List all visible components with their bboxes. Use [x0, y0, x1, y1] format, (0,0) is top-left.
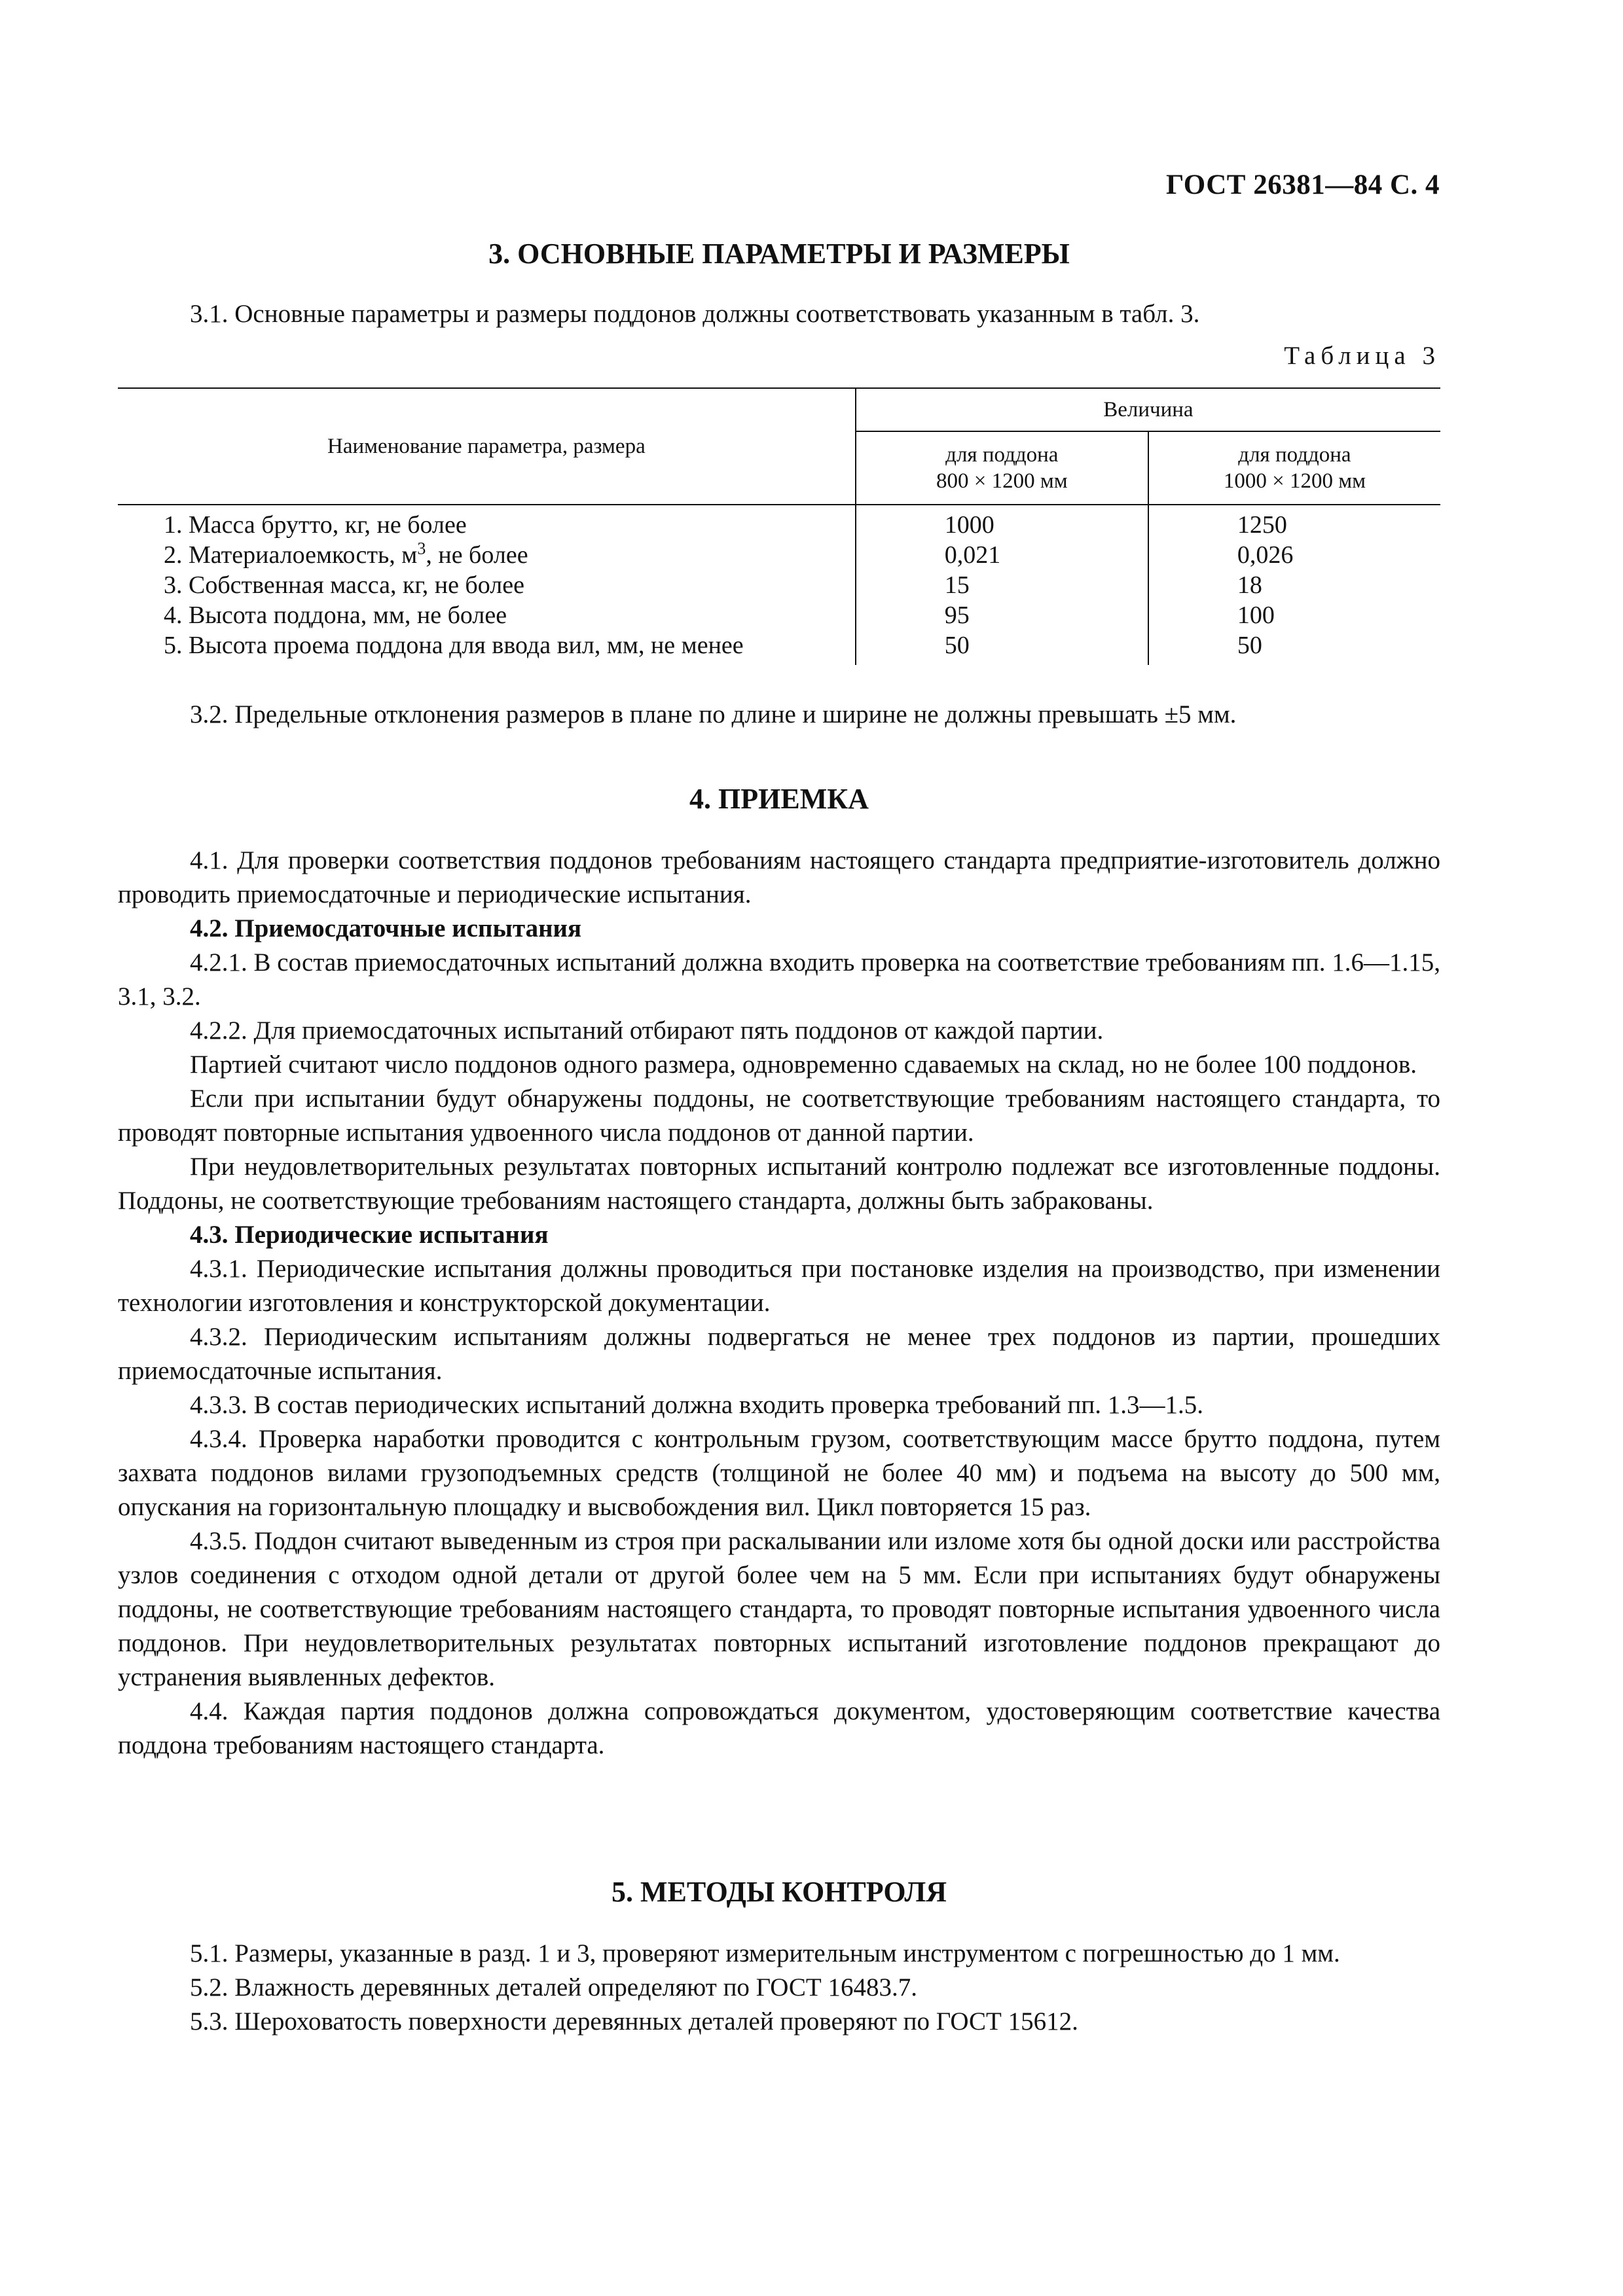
- paragraph-5-3: 5.3. Шероховатость поверхности деревянных деталей проверяют по ГОСТ 15612.: [190, 2007, 1078, 2036]
- table-row: [118, 600, 1440, 630]
- table-row: [118, 630, 1440, 665]
- paragraph-4-4: 4.4. Каждая партия поддонов должна сопровождаться документом, удостоверяющим соответствие качества поддона требованиям настоящего стандарта.: [118, 1697, 1440, 1759]
- paragraph-4-3-1: 4.3.1. Периодические испытания должны проводиться при постановке изделия на производство, при изменении технологии изготовления и конструкторской документации.: [118, 1255, 1440, 1317]
- row-name: [118, 540, 856, 570]
- paragraph-4-3-4: 4.3.4. Проверка наработки проводится с контрольным грузом, соответствующим массе брутто поддона, путем захвата поддонов вилами грузоподъемных средств (толщиной не более 40 мм) и подъема на высоту до 500 мм, опускания на горизонтальную площадку и высвобождения вил. Цикл повторяется 15 раз.: [118, 1425, 1440, 1521]
- row-name: 4. Высота поддона, мм, не более: [118, 600, 856, 630]
- row-value-b: 0,026: [1237, 541, 1294, 569]
- table-row: [118, 505, 1440, 540]
- section-4-title: 4. ПРИЕМКА: [689, 783, 869, 815]
- col-a-line1: для поддона: [945, 443, 1059, 467]
- table-row: [118, 540, 1440, 570]
- row-value-a: 15: [856, 570, 1148, 600]
- section-5: [118, 1875, 1440, 2039]
- row-value-b: 18: [1237, 571, 1262, 599]
- table-header-value: Величина: [856, 388, 1440, 431]
- paragraph-4-1: 4.1. Для проверки соответствия поддонов требованиям настоящего стандарта предприятие-изготовитель должно проводить приемосдаточные и периодические испытания.: [118, 846, 1440, 908]
- section-4: [118, 782, 1440, 1763]
- col-a-line2: 800 × 1200 мм: [936, 469, 1068, 493]
- col-b-line2: 1000 × 1200 мм: [1223, 469, 1366, 493]
- page-header: ГОСТ 26381—84 С. 4: [1165, 170, 1440, 200]
- row-value-a: 50: [856, 630, 1148, 665]
- parameters-table: [118, 387, 1440, 665]
- row-value-a: 95: [856, 600, 1148, 630]
- paragraph-4-2-2-reject: При неудовлетворительных результатах повторных испытаний контролю подлежат все изготовленные поддоны. Поддоны, не соответствующие требованиям настоящего стандарта, должны быть забракованы.: [118, 1153, 1440, 1215]
- row-name: 1. Масса брутто, кг, не более: [118, 505, 856, 540]
- paragraph-3-1: 3.1. Основные параметры и размеры поддонов должны соответствовать указанным в табл. 3.: [190, 300, 1200, 328]
- paragraph-4-2-2-batch: Партией считают число поддонов одного размера, одновременно сдаваемых на склад, но не более 100 поддонов.: [190, 1050, 1417, 1079]
- paragraph-4-3-2: 4.3.2. Периодическим испытаниям должны подвергаться не менее трех поддонов из партии, прошедших приемосдаточные испытания.: [118, 1323, 1440, 1385]
- paragraph-4-3-3: 4.3.3. В состав периодических испытаний должна входить проверка требований пп. 1.3—1.5.: [190, 1391, 1204, 1419]
- col-b-line1: для поддона: [1238, 443, 1351, 467]
- paragraph-4-2-2: 4.2.2. Для приемосдаточных испытаний отбирают пять поддонов от каждой партии.: [190, 1016, 1104, 1045]
- table-header-col-a: [856, 431, 1148, 505]
- row-value-b: 100: [1237, 601, 1275, 629]
- paragraph-5-1: 5.1. Размеры, указанные в разд. 1 и 3, проверяют измерительным инструментом с погрешностью до 1 мм.: [190, 1939, 1340, 1967]
- row-value-b: 1250: [1237, 511, 1287, 539]
- row-name-superscript: 3: [417, 539, 426, 558]
- paragraph-4-2-2-retest: Если при испытании будут обнаружены поддоны, не соответствующие требованиям настоящего стандарта, то проводят повторные испытания удвоенного числа поддонов от данной партии.: [118, 1085, 1440, 1147]
- subheading-4-3: 4.3. Периодические испытания: [190, 1221, 549, 1249]
- row-name-text: 2. Материалоемкость, м: [164, 541, 418, 569]
- row-value-a: 0,021: [856, 540, 1148, 570]
- section-3: [118, 237, 1440, 732]
- section-3-title: 3. ОСНОВНЫЕ ПАРАМЕТРЫ И РАЗМЕРЫ: [488, 238, 1070, 270]
- row-name: 3. Собственная масса, кг, не более: [118, 570, 856, 600]
- row-name: 5. Высота проема поддона для ввода вил, мм, не менее: [118, 630, 856, 665]
- subheading-4-2: 4.2. Приемосдаточные испытания: [190, 914, 582, 942]
- row-value-b: 50: [1237, 632, 1262, 659]
- paragraph-4-3-5: 4.3.5. Поддон считают выведенным из строя при раскалывании или изломе хотя бы одной доски или расстройства узлов соединения с отходом одной детали от другой более чем на 5 мм. Если при испытаниях будут обнаружены поддоны, не соответствующие требованиям настоящего стандарта, то проводят повторные испытания удвоенного числа поддонов. При неудовлетворительных результатах повторных испытаний изготовление поддонов прекращают до устранения выявленных дефектов.: [118, 1527, 1440, 1691]
- table-header-parameter: Наименование параметра, размера: [118, 388, 856, 505]
- paragraph-4-2-1: 4.2.1. В состав приемосдаточных испытаний должна входить проверка на соответствие требованиям пп. 1.6—1.15, 3.1, 3.2.: [118, 948, 1440, 1011]
- row-name-text-end: , не более: [426, 541, 528, 569]
- row-value-a: 1000: [856, 505, 1148, 540]
- paragraph-5-2: 5.2. Влажность деревянных деталей определяют по ГОСТ 16483.7.: [190, 1973, 917, 2001]
- table-row: [118, 570, 1440, 600]
- table-header-col-b: [1148, 431, 1440, 505]
- section-5-title: 5. МЕТОДЫ КОНТРОЛЯ: [611, 1876, 947, 1908]
- paragraph-3-2: 3.2. Предельные отклонения размеров в плане по длине и ширине не должны превышать ±5 мм.: [190, 700, 1237, 728]
- table-caption: Таблица 3: [1284, 342, 1440, 370]
